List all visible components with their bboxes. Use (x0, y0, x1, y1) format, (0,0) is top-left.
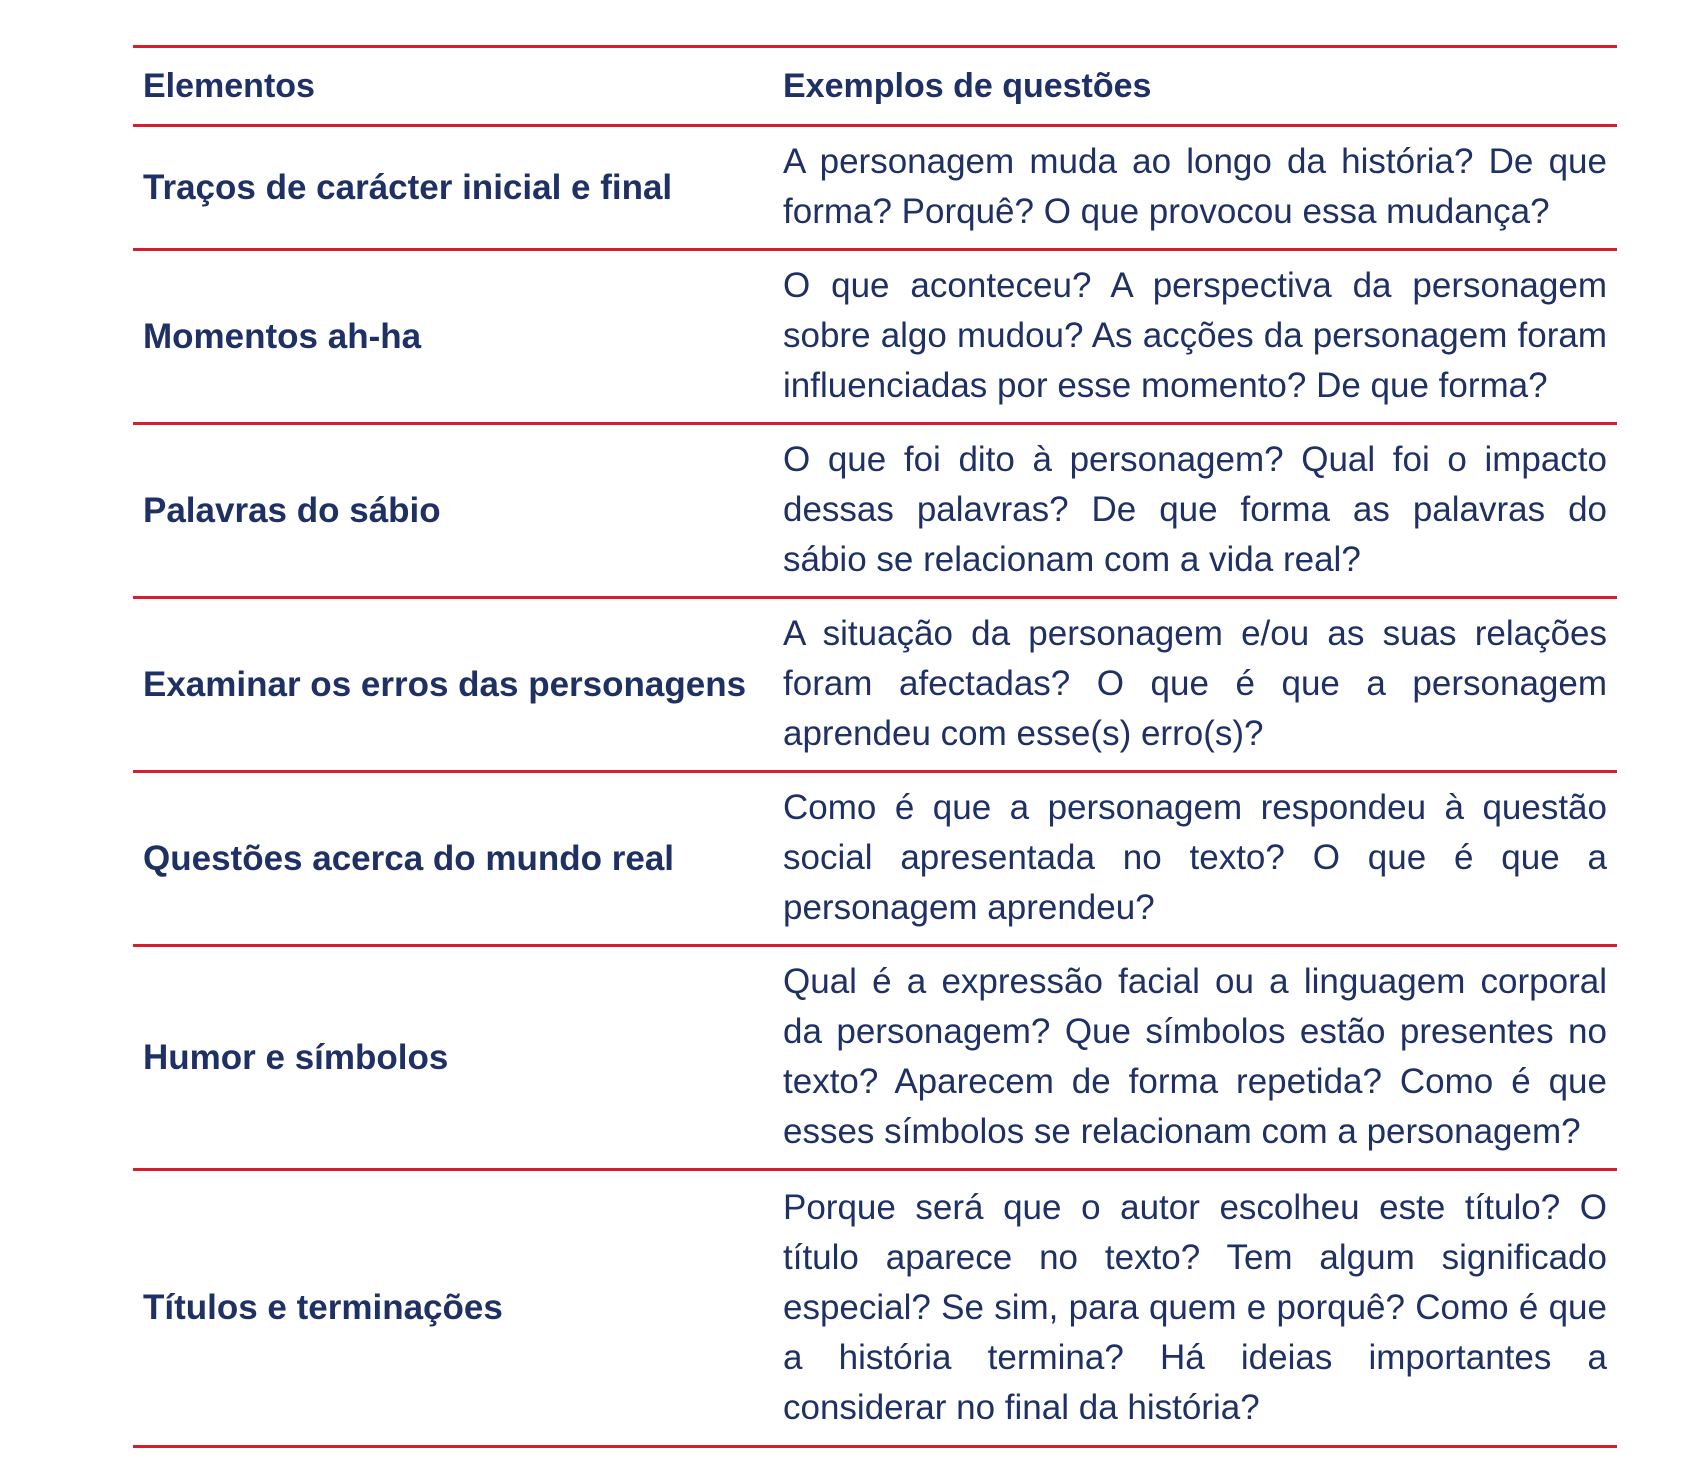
table-row (133, 126, 1617, 250)
header-questions: Exemplos de questões (783, 47, 1617, 126)
questions-cell: Porque será que o autor escolheu este título? O título aparece no texto? Tem algum significado especial? Se sim, para quem e porquê? Como é que a história termina? Há ideias importantes a considerar no final da história? (783, 1170, 1617, 1447)
table-row (133, 598, 1617, 772)
table-row (133, 1170, 1617, 1447)
table-body (133, 126, 1617, 1447)
table-header (133, 47, 1617, 126)
element-cell: Questões acerca do mundo real (133, 772, 783, 946)
questions-table (133, 45, 1617, 1448)
questions-cell: Qual é a expressão facial ou a linguagem corporal da personagem? Que símbolos estão presentes no texto? Aparecem de forma repetida? Como é que esses símbolos se relacionam com a personagem? (783, 946, 1617, 1170)
questions-cell: Como é que a personagem respondeu à questão social apresentada no texto? O que é que a personagem aprendeu? (783, 772, 1617, 946)
element-cell: Títulos e terminações (133, 1170, 783, 1447)
element-cell: Examinar os erros das personagens (133, 598, 783, 772)
page (133, 45, 1617, 1448)
header-row (133, 47, 1617, 126)
header-elements: Elementos (133, 47, 783, 126)
element-cell: Palavras do sábio (133, 424, 783, 598)
table-row (133, 424, 1617, 598)
questions-cell: O que aconteceu? A perspectiva da personagem sobre algo mudou? As acções da personagem foram influenciadas por esse momento? De que forma? (783, 250, 1617, 424)
table-row (133, 250, 1617, 424)
table-row (133, 772, 1617, 946)
questions-cell: A personagem muda ao longo da história? De que forma? Porquê? O que provocou essa mudança? (783, 126, 1617, 250)
table-row (133, 946, 1617, 1170)
element-cell: Traços de carácter inicial e final (133, 126, 783, 250)
element-cell: Momentos ah-ha (133, 250, 783, 424)
questions-cell: O que foi dito à personagem? Qual foi o impacto dessas palavras? De que forma as palavras do sábio se relacionam com a vida real? (783, 424, 1617, 598)
questions-cell: A situação da personagem e/ou as suas relações foram afectadas? O que é que a personagem aprendeu com esse(s) erro(s)? (783, 598, 1617, 772)
element-cell: Humor e símbolos (133, 946, 783, 1170)
